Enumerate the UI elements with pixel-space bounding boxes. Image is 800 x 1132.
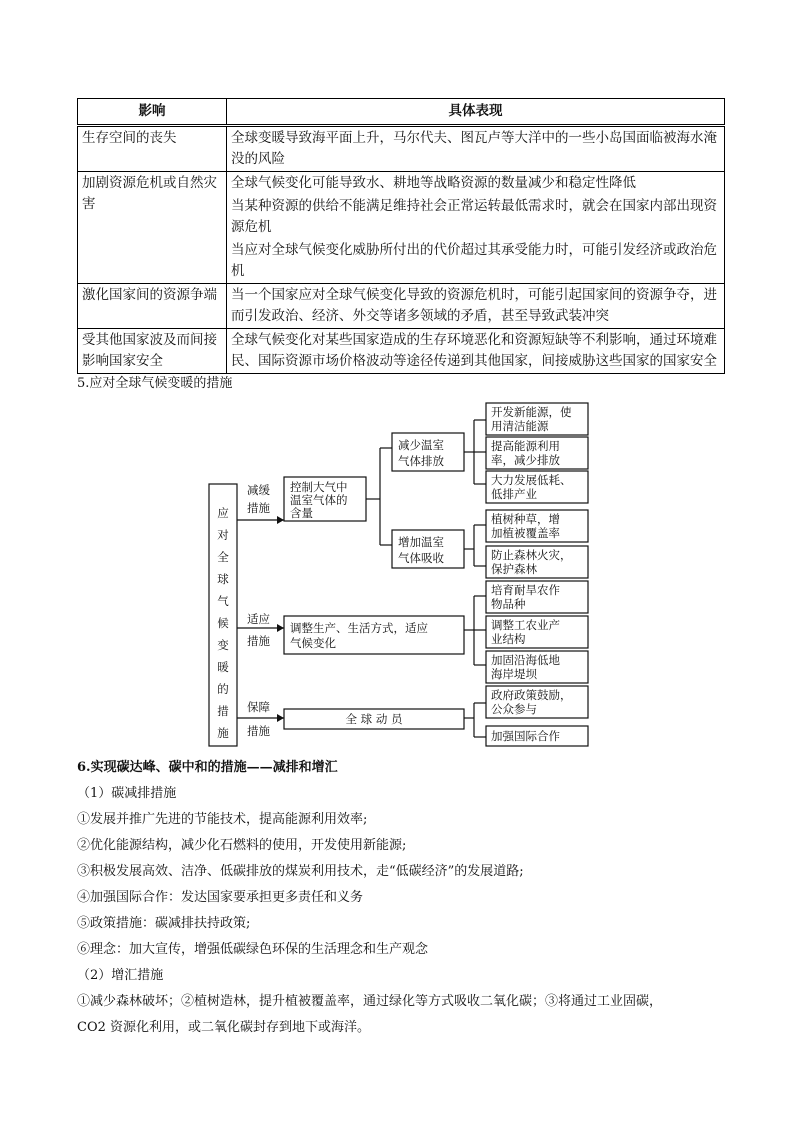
root-char: 变 xyxy=(217,638,229,652)
leaf-text: 物品种 xyxy=(491,597,526,611)
mitigation-label: 减缓 xyxy=(247,483,270,497)
root-char: 应 xyxy=(217,506,229,520)
detail-cell: 当一个国家应对全球气候变化导致的资源危机时，可能引起国家间的资源争夺，进而引发政治、经济、外交等诸多领域的矛盾，甚至导致武装冲突 xyxy=(227,284,725,329)
leaf-text: 率，减少排放 xyxy=(491,453,560,467)
impact-cell: 激化国家间的资源争端 xyxy=(78,284,227,329)
leaf-text: 政府政策鼓励， xyxy=(491,688,572,702)
impact-cell: 加剧资源危机或自然灾害 xyxy=(78,172,227,284)
paragraph-line: CO2 资源化利用，或二氧化碳封存到地下或海洋。 xyxy=(77,1020,371,1035)
detail-cell: 当某种资源的供给不能满足维持社会正常运转最低需求时，就会在国家内部出现资源危机 xyxy=(227,195,725,239)
leaf-text: 加强国际合作 xyxy=(491,729,560,743)
root-char: 暖 xyxy=(217,660,229,674)
adapt-text: 调整生产、生活方式，适应 xyxy=(290,621,428,635)
leaf-text: 培育耐旱农作 xyxy=(491,583,560,597)
list-item: ⑥理念：加大宣传，增强低碳绿色环保的生活理念和生产观念 xyxy=(77,942,429,957)
leaf-text: 防止森林火灾， xyxy=(491,548,572,562)
root-char: 对 xyxy=(217,528,229,542)
leaf-text: 加固沿海低地 xyxy=(491,653,560,667)
detail-cell: 全球变暖导致海平面上升，马尔代夫、图瓦卢等大洋中的一些小岛国面临被海水淹没的风险 xyxy=(227,126,725,172)
section5-title: 5.应对全球气候变暖的措施 xyxy=(77,376,233,391)
leaf-text: 用清洁能源 xyxy=(491,419,549,433)
leaf-text: 海岸堤坝 xyxy=(491,667,537,681)
guarantee-label: 措施 xyxy=(247,724,270,738)
section6-title: 6.实现碳达峰、碳中和的措施——减排和增汇 xyxy=(77,760,338,775)
increase-text: 气体吸收 xyxy=(398,551,444,565)
root-char: 措 xyxy=(217,704,229,718)
reduce-text: 气体排放 xyxy=(398,454,444,468)
leaf-text: 加植被覆盖率 xyxy=(491,526,560,540)
reduce-text: 减少温室 xyxy=(398,438,444,452)
list-item: ②优化能源结构，减少化石燃料的使用，开发使用新能源; xyxy=(77,838,407,853)
root-char: 球 xyxy=(217,572,229,586)
leaf-text: 业结构 xyxy=(491,632,526,646)
list-item: ①发展并推广先进的节能技术，提高能源利用效率; xyxy=(77,812,368,827)
root-char: 气 xyxy=(217,594,229,608)
adapt-label: 措施 xyxy=(247,634,270,648)
control-text: 含量 xyxy=(290,506,313,520)
adapt-text: 气候变化 xyxy=(290,636,336,650)
root-char: 的 xyxy=(217,682,229,696)
control-text: 控制大气中 xyxy=(290,480,348,494)
list-item: ③积极发展高效、洁净、低碳排放的煤炭利用技术，走“低碳经济”的发展道路; xyxy=(77,864,524,879)
guarantee-text: 全 球 动 员 xyxy=(345,712,403,726)
increase-text: 增加温室 xyxy=(398,535,444,549)
detail-cell: 当应对全球气候变化威胁所付出的代价超过其承受能力时，可能引发经济或政治危机 xyxy=(227,239,725,284)
leaf-text: 大力发展低耗、 xyxy=(491,473,572,487)
section6-sub1: （1）碳减排措施 xyxy=(77,786,177,801)
header-impact: 影响 xyxy=(78,99,227,126)
mitigation-label: 措施 xyxy=(247,501,270,515)
root-char: 施 xyxy=(217,726,229,740)
root-char: 候 xyxy=(217,616,229,630)
leaf-text: 调整工农业产 xyxy=(491,618,560,632)
leaf-text: 公众参与 xyxy=(491,702,537,716)
leaf-text: 植树种草，增 xyxy=(491,512,560,526)
leaf-text: 保护森林 xyxy=(491,562,537,576)
root-char: 全 xyxy=(217,550,229,564)
paragraph-line: ①减少森林破坏；②植树造林，提升植被覆盖率，通过绿化等方式吸收二氧化碳；③将通过工业固碳， xyxy=(77,994,663,1009)
leaf-text: 低排产业 xyxy=(491,487,537,501)
leaf-text: 开发新能源，使 xyxy=(491,405,572,419)
leaf-text: 提高能源利用 xyxy=(491,439,560,453)
detail-cell: 全球气候变化对某些国家造成的生存环境恶化和资源短缺等不利影响，通过环境难民、国际资源市场价格波动等途径传递到其他国家，间接威胁这些国家的国家安全 xyxy=(227,329,725,374)
adapt-label: 适应 xyxy=(247,612,270,626)
guarantee-label: 保障 xyxy=(247,700,270,714)
impact-cell: 生存空间的丧失 xyxy=(78,126,227,172)
section6-sub2: （2）增汇措施 xyxy=(77,968,164,983)
control-text: 温室气体的 xyxy=(290,493,348,507)
header-details: 具体表现 xyxy=(227,99,725,126)
list-item: ⑤政策措施：碳减排扶持政策; xyxy=(77,916,251,931)
impact-cell: 受其他国家波及而间接影响国家安全 xyxy=(78,329,227,374)
list-item: ④加强国际合作：发达国家要承担更多责任和义务 xyxy=(77,890,364,905)
detail-cell: 全球气候变化可能导致水、耕地等战略资源的数量减少和稳定性降低 xyxy=(227,172,725,196)
